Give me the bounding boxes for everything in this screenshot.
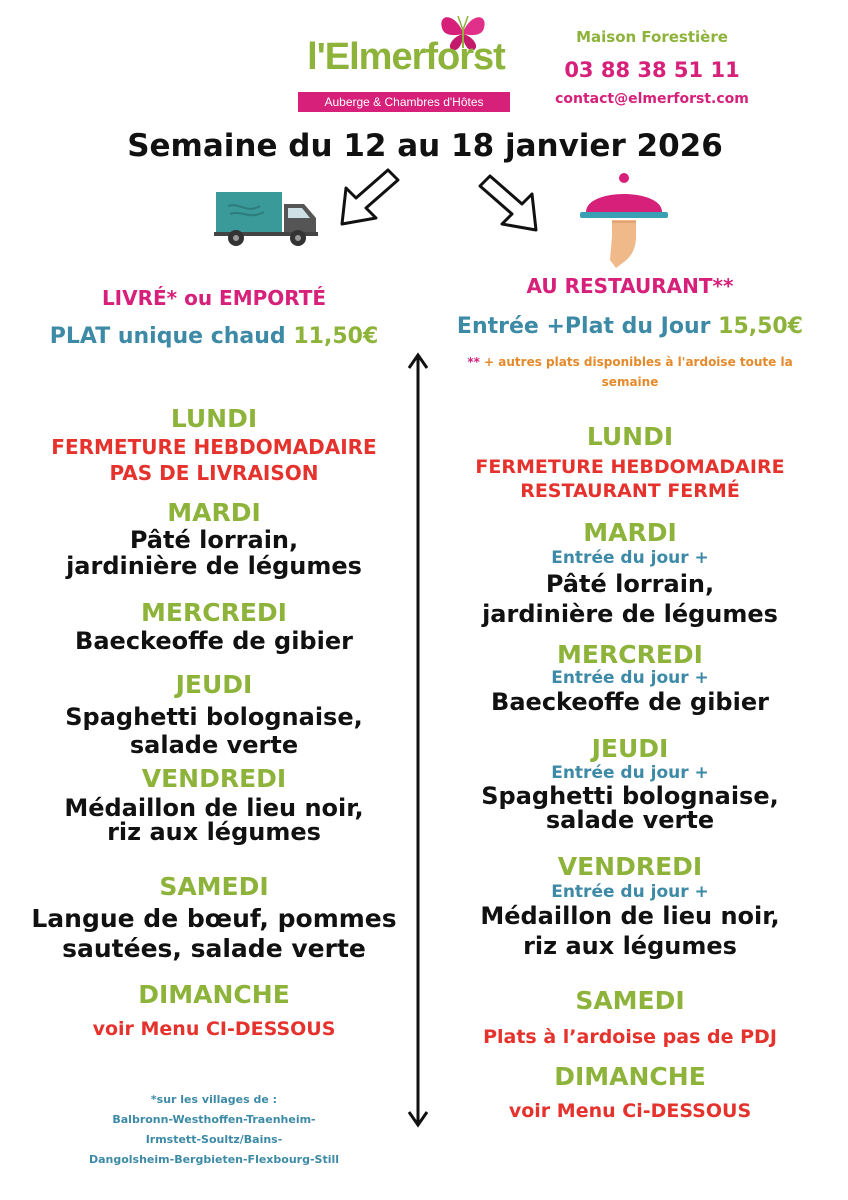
delivery-truck-icon <box>214 186 322 250</box>
villages-list <box>10 1090 418 1170</box>
right-price-line <box>430 314 830 339</box>
left-day-samedi: SAMEDI <box>159 872 269 901</box>
right-day-mardi: MARDI <box>583 518 677 547</box>
left-samedi-dish-1: Langue de bœuf, pommes <box>31 904 397 933</box>
right-day-mercredi: MERCREDI <box>557 640 703 669</box>
villages-title: *sur les villages de : <box>150 1093 278 1106</box>
left-day-mardi: MARDI <box>167 498 261 527</box>
left-jeudi-dish-2: salade verte <box>129 731 299 759</box>
right-mardi-dish-1: Pâté lorrain, <box>545 570 715 598</box>
left-day-lundi: LUNDI <box>170 404 258 433</box>
villages-line-2: Irmstett-Soultz/Bains- <box>145 1133 283 1146</box>
left-jeudi-dish-1: Spaghetti bolognaise, <box>65 703 363 731</box>
left-day-mercredi: MERCREDI <box>141 598 287 627</box>
left-price-line <box>10 324 418 349</box>
week-title: Semaine du 12 au 18 janvier 2026 <box>127 128 723 164</box>
right-price: 15,50€ <box>718 314 804 339</box>
left-vendredi-dish-1: Médaillon de lieu noir, <box>64 794 364 822</box>
double-arrow-vertical-icon <box>406 352 430 1128</box>
phone-number[interactable]: 03 88 38 51 11 <box>564 58 740 82</box>
right-mardi-dish-2: jardinière de légumes <box>482 600 778 628</box>
left-mardi-dish-2: jardinière de légumes <box>66 552 362 580</box>
left-mardi-dish-1: Pâté lorrain, <box>129 526 299 554</box>
left-day-jeudi: JEUDI <box>175 670 253 699</box>
cloche-serving-icon <box>578 170 670 270</box>
left-price: 11,50€ <box>293 324 379 349</box>
right-vendredi-entree: Entrée du jour + <box>551 882 709 902</box>
villages-line-3: Dangolsheim-Bergbieten-Flexbourg-Still <box>88 1153 340 1166</box>
left-day-vendredi: VENDREDI <box>141 764 287 793</box>
logo-tagline: Auberge & Chambres d'Hôtes <box>298 92 510 112</box>
right-lundi-note-2: RESTAURANT FERMÉ <box>520 480 740 502</box>
logo <box>296 10 516 109</box>
right-jeudi-entree: Entrée du jour + <box>551 763 709 783</box>
right-heading: AU RESTAURANT** <box>526 274 734 298</box>
right-footnote <box>440 352 820 392</box>
right-vendredi-dish-1: Médaillon de lieu noir, <box>480 902 780 930</box>
right-day-jeudi: JEUDI <box>591 734 669 763</box>
right-day-lundi: LUNDI <box>586 422 674 451</box>
left-dimanche-note: voir Menu CI-DESSOUS <box>92 1018 336 1040</box>
right-day-dimanche: DIMANCHE <box>554 1062 706 1091</box>
left-vendredi-dish-2: riz aux légumes <box>107 818 321 846</box>
right-mercredi-entree: Entrée du jour + <box>551 668 709 688</box>
logo-name: l'Elmerforst <box>307 36 505 78</box>
left-samedi-dish-2: sautées, salade verte <box>62 934 366 963</box>
right-lundi-note-1: FERMETURE HEBDOMADAIRE <box>475 456 785 478</box>
right-jeudi-dish-1: Spaghetti bolognaise, <box>481 782 779 810</box>
right-day-vendredi: VENDREDI <box>557 852 703 881</box>
right-footnote-text: + autres plats disponibles à l'ardoise toute la semaine <box>479 355 793 389</box>
right-vendredi-dish-2: riz aux légumes <box>523 932 737 960</box>
maison-label: Maison Forestière <box>576 28 728 46</box>
arrow-down-right-icon <box>474 172 542 236</box>
left-lundi-note-1: FERMETURE HEBDOMADAIRE <box>51 435 377 459</box>
arrow-down-left-icon <box>336 166 404 230</box>
villages-line-1: Balbronn-Westhoffen-Traenheim- <box>112 1113 316 1126</box>
left-lundi-note-2: PAS DE LIVRAISON <box>109 461 319 485</box>
right-mercredi-dish: Baeckeoffe de gibier <box>491 688 769 716</box>
right-samedi-note: Plats à l’ardoise pas de PDJ <box>483 1026 777 1048</box>
left-heading: LIVRÉ* ou EMPORTÉ <box>101 286 327 310</box>
right-jeudi-dish-2: salade verte <box>545 806 715 834</box>
right-day-samedi: SAMEDI <box>575 986 685 1015</box>
left-day-dimanche: DIMANCHE <box>138 980 290 1009</box>
left-price-label: PLAT unique chaud <box>49 324 286 349</box>
right-dimanche-note: voir Menu Ci-DESSOUS <box>508 1100 752 1122</box>
email-address[interactable]: contact@elmerforst.com <box>555 91 749 107</box>
right-price-label: Entrée +Plat du Jour <box>456 314 711 339</box>
left-mercredi-dish: Baeckeoffe de gibier <box>75 627 353 655</box>
right-mardi-entree: Entrée du jour + <box>551 548 709 568</box>
right-footnote-stars: ** <box>467 355 480 369</box>
